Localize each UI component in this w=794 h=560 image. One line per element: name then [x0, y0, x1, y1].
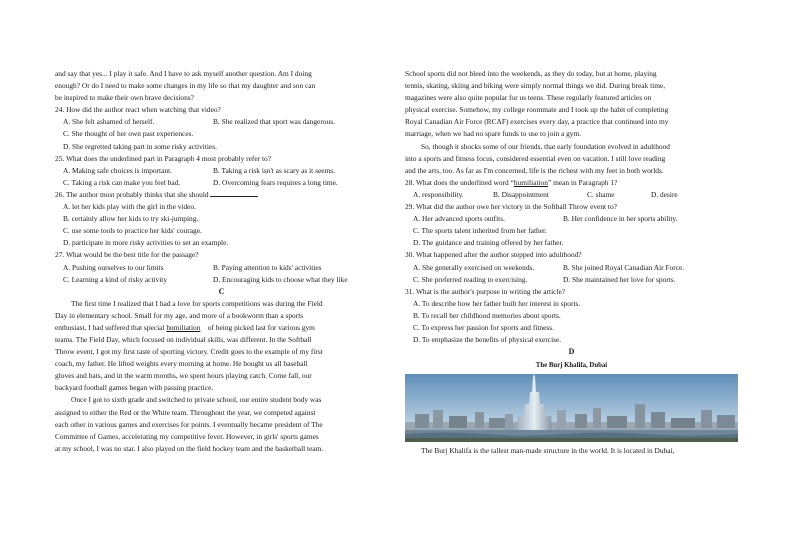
passage-line: enough? Or do I need to make some changes in my life so that my daughter and son can [55, 81, 316, 91]
option-b[interactable]: B. To recall her childhood memories about sports. [413, 310, 561, 320]
option-d[interactable]: D. desire [651, 189, 678, 199]
option-d[interactable]: D. Encouraging kids to choose what they like [213, 274, 348, 284]
option-b[interactable]: B. Her confidence in her sports ability. [563, 214, 678, 224]
question-26-stem [55, 189, 388, 201]
option-a[interactable]: A. let her kids play with the girl in the video. [63, 202, 197, 212]
passage-line: physical exercise. Somehow, my college roommate and I took up the habit of completing [405, 105, 669, 115]
passage-line: at my school, I was no star. I also played on the field hockey team and the basketball team. [55, 443, 324, 453]
option-d[interactable]: D. participate in more risky activities to set an example. [63, 238, 229, 248]
question-30-stem: 30. What happened after the author stepped into adulthood? [405, 250, 582, 260]
question-31-stem: 31. What is the author's purpose in writing the article? [405, 286, 566, 296]
option-d[interactable]: D. The guidance and training offered by her father. [413, 238, 564, 248]
passage-line-underlined: enthusiast, I had suffered that special humiliation of being picked last for various gym [55, 322, 315, 332]
question-30-options-row1 [405, 262, 738, 274]
option-d[interactable]: D. Overcoming fears requires a long time. [213, 177, 338, 187]
question-29-stem: 29. What did the author owe her victory in the Softball Throw event to? [405, 202, 617, 212]
passage-line: teams. The Field Day, which focused on individual skills, was different. In the Softball [55, 334, 312, 344]
answer-blank [210, 189, 258, 197]
passage-line: backyard football games began with passing practice. [55, 383, 214, 393]
option-d[interactable]: D. She maintained her love for sports. [563, 274, 676, 284]
passage-line: each other in various games and exercises for points. I eventually became president of The [55, 419, 323, 429]
passage-line: tennis, skating, skiing and biking were simply normal things we did. During break time, [405, 81, 666, 91]
passage-line: be inspired to make their own brave decisions? [55, 93, 194, 103]
passage-line: School sports did not bleed into the weekends, as they do today, but at home, playing [405, 69, 657, 78]
option-c[interactable]: C. shame [587, 189, 615, 199]
left-column [55, 68, 388, 455]
question-26-text: 26. The author most probably thinks that she should [55, 189, 209, 199]
option-b[interactable]: B. Disappointment [493, 189, 549, 199]
passage-line: Once I got to sixth grade and switched to private school, our entire student body was [71, 395, 322, 405]
question-24-stem: 24. How did the author react when watching that video? [55, 105, 221, 115]
passage-line: into a sports and fitness focus, considered essential even on vacation. I still love reading [405, 153, 666, 163]
question-25-options-row1 [55, 165, 388, 177]
option-a[interactable]: A. To describe how her father built her interest in sports. [413, 298, 581, 308]
passage-line: Throw event, I got my first taste of sporting victory. Credit goes to the example of my first [55, 347, 323, 357]
option-c[interactable]: C. Taking a risk can make you feel bad. [63, 177, 181, 187]
option-a[interactable]: A. Making safe choices is important. [63, 165, 172, 175]
underlined-word: humiliation [166, 322, 201, 332]
question-29-options-row1 [405, 213, 738, 225]
option-c[interactable]: C. use some tools to practice her kids' courage. [63, 226, 202, 236]
option-a[interactable]: A. She felt ashamed of herself. [63, 117, 155, 127]
option-d[interactable]: D. She regretted taking part in some risky activities. [63, 141, 217, 151]
passage-line: gloves and bats, and in the warm months, we spent hours playing catch. Come fall, our [55, 371, 312, 381]
right-column [405, 68, 738, 457]
question-24-options-row1 [55, 116, 388, 128]
passage-line: magazines were also quite popular for us teens. These regularly featured articles on [405, 93, 652, 103]
passage-line: and the arts, too. As far as I'm concerned, life is the richest with my feet in both worlds. [405, 165, 664, 175]
option-c[interactable]: C. To express her passion for sports and fitness. [413, 322, 554, 332]
option-c[interactable]: C. The sports talent inherited from her father. [413, 226, 547, 236]
option-b[interactable]: B. certainly allow her kids to try ski-jumping. [63, 214, 199, 224]
question-30-options-row2 [405, 274, 738, 286]
option-b[interactable]: B. Paying attention to kids' activities [213, 262, 322, 272]
option-c[interactable]: C. She thought of her own past experiences. [63, 129, 194, 139]
passage-line: marriage, when we had no spare funds to use to join a gym. [405, 129, 582, 139]
question-27-stem: 27. What would be the best title for the passage? [55, 250, 199, 260]
passage-line: assigned to either the Red or the White team. Throughout the year, we competed against [55, 407, 316, 417]
passage-line: The first time I realized that I had a love for sports competitions was during the Field [71, 298, 323, 308]
passage-d-title: The Burj Khalifa, Dubai [535, 362, 608, 370]
burj-khalifa-photo [405, 374, 738, 442]
passage-line: and say that yes... I play it safe. And I have to ask myself another question. Am I doing [55, 69, 312, 78]
section-heading-d: D [568, 347, 575, 357]
option-c[interactable]: C. Learning a kind of risky activity [63, 274, 168, 284]
option-a[interactable]: A. responsibility. [413, 189, 464, 199]
passage-line: Royal Canadian Air Force (RCAF) exercises every day, a practice that continued into my [405, 117, 669, 127]
question-25-stem: 25. What does the underlined part in Paragraph 4 most probably refer to? [55, 153, 271, 163]
underlined-word: humiliation [513, 177, 548, 187]
option-b[interactable]: B. Taking a risk isn't as scary as it seems. [213, 165, 335, 175]
passage-line: Day in elementary school. Small for my age, and more of a bookworm than a sports [55, 310, 304, 320]
passage-d-line: The Burj Khalifa is the tallest man-made structure in the world. It is located in Dubai, [421, 446, 675, 456]
option-a[interactable]: A. She generally exercised on weekends. [413, 262, 535, 272]
question-28-options [405, 189, 738, 201]
passage-line: coach, my father. He lifted weights every morning at home. He bought us all baseball [55, 359, 308, 369]
section-heading-c: C [218, 286, 225, 296]
option-c[interactable]: C. She preferred reading to exercising. [413, 274, 528, 284]
question-28-stem: 28. What does the underlined word “humiliation” mean in Paragraph 1? [405, 177, 618, 187]
option-a[interactable]: A. Pushing ourselves to our limits [63, 262, 164, 272]
option-b[interactable]: B. She realized that sport was dangerous. [213, 117, 335, 127]
question-27-options-row2 [55, 274, 388, 286]
option-b[interactable]: B. She joined Royal Canadian Air Force. [563, 262, 685, 272]
question-25-options-row2 [55, 177, 388, 189]
option-a[interactable]: A. Her advanced sports outfits. [413, 214, 505, 224]
option-d[interactable]: D. To emphasize the benefits of physical exercise. [413, 335, 562, 345]
question-27-options-row1 [55, 262, 388, 274]
passage-line: So, though it shocks some of our friends, that early foundation evolved in adulthood [421, 141, 670, 151]
passage-line: Committee of Games, accelerating my competitive fever. However, in girls' sports games [55, 431, 319, 441]
